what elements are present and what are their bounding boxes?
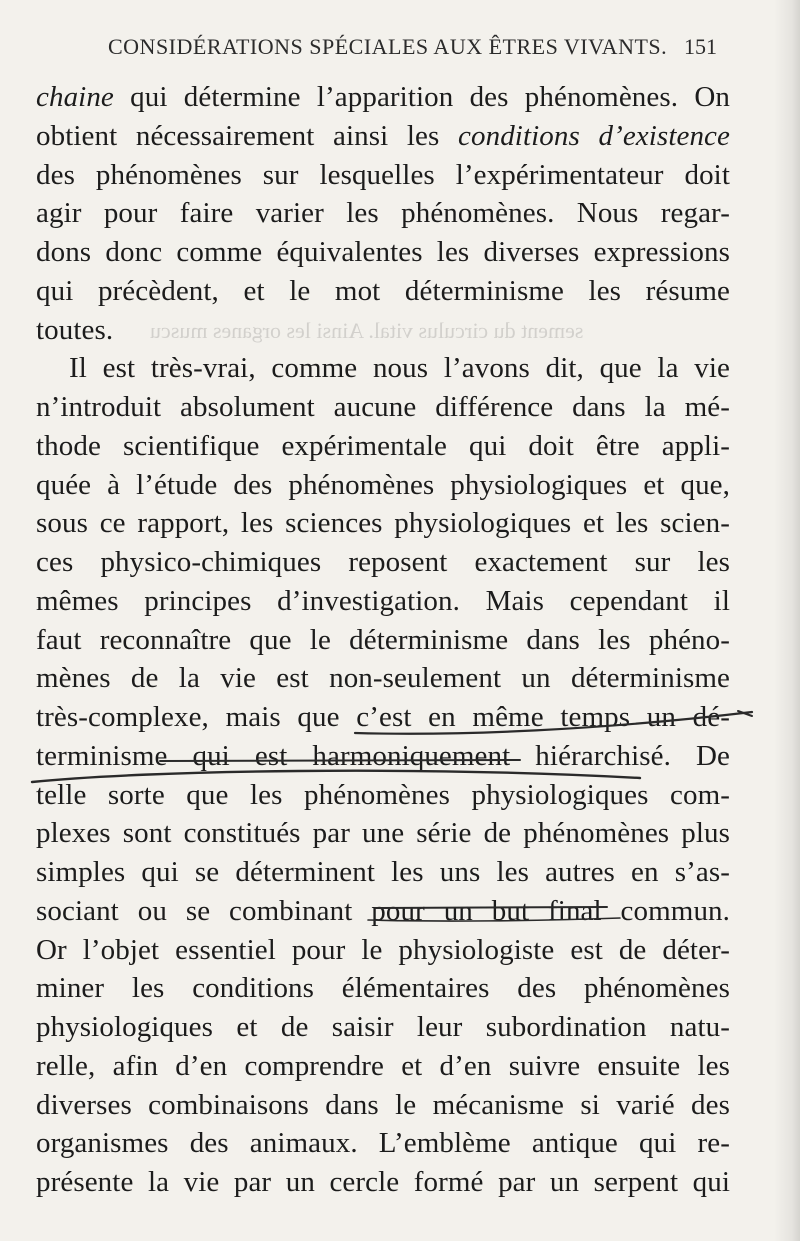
body-text (36, 78, 730, 1202)
text-line: qui précèdent, et le mot déterminisme les résume (36, 274, 730, 307)
text-line: Or l’objet essentiel pour le physiologiste est de déter- (36, 933, 730, 966)
text-line: très-complexe, mais que c’est en même temps un dé- (36, 701, 730, 733)
page-number: 151 (684, 34, 717, 59)
paragraph-start-line: Il est très-vrai, comme nous l’avons dit, que la vie (69, 352, 730, 385)
text-line: toutes. (36, 313, 114, 346)
text-line: sociant ou se combinant pour un but final commun. (36, 894, 730, 927)
text-line: sous ce rapport, les sciences physiologiques et les scien- (36, 507, 730, 540)
text-line: ces physico-chimiques reposent exactement sur les (36, 546, 730, 578)
italic-phrase: conditions d’existence (458, 119, 730, 152)
text-line: relle, afin d’en comprendre et d’en suivre ensuite les (36, 1049, 730, 1082)
text-line: quée à l’étude des phénomènes physiologiques et que, (36, 468, 730, 501)
text-line: mêmes principes d’investigation. Mais cependant il (36, 584, 730, 617)
text-line: telle sorte que les phénomènes physiologiques com- (36, 778, 730, 811)
text-line: n’introduit absolument aucune différence dans la mé- (36, 391, 730, 423)
line-text: obtient nécessairement ainsi les (36, 119, 459, 152)
text-line: faut reconnaître que le déterminisme dans les phéno- (36, 623, 730, 656)
italic-word: chaine (36, 81, 114, 113)
line-text: qui détermine l’apparition des phénomènes. On (113, 81, 730, 113)
text-line: physiologiques et de saisir leur subordination natu- (36, 1011, 730, 1043)
text-line: diverses combinaisons dans le mécanisme si varié des (36, 1088, 730, 1121)
page-gutter-shadow (774, 0, 800, 1241)
text-line: agir pour faire varier les phénomènes. Nous regar- (36, 197, 730, 230)
page-header (108, 34, 748, 74)
bleed-through-text: sement du circulus vital. Ainsi les organes muscu (150, 318, 584, 343)
text-line (36, 117, 730, 156)
text-line: dons donc comme équivalentes les diverses expressions (36, 236, 730, 268)
text-line: présente la vie par un cercle formé par un serpent qui (36, 1166, 730, 1198)
text-line: miner les conditions élémentaires des phénomènes (36, 972, 730, 1005)
text-line (36, 78, 730, 117)
text-line: simples qui se déterminent les uns les autres en s’as- (36, 856, 730, 888)
text-line: des phénomènes sur lesquelles l’expérimentateur doit (36, 158, 730, 191)
text-line: thode scientifique expérimentale qui doit être appli- (36, 429, 730, 462)
margin-tick-mark (738, 711, 752, 716)
text-line: mènes de la vie est non-seulement un déterminisme (36, 662, 730, 695)
running-head: CONSIDÉRATIONS SPÉCIALES AUX ÊTRES VIVANTS. (108, 34, 668, 59)
text-line: organismes des animaux. L’emblème antique qui re- (36, 1127, 730, 1160)
text-line: terminisme qui est harmoniquement hiérarchisé. De (36, 739, 730, 772)
text-line: plexes sont constitués par une série de phénomènes plus (36, 817, 730, 850)
